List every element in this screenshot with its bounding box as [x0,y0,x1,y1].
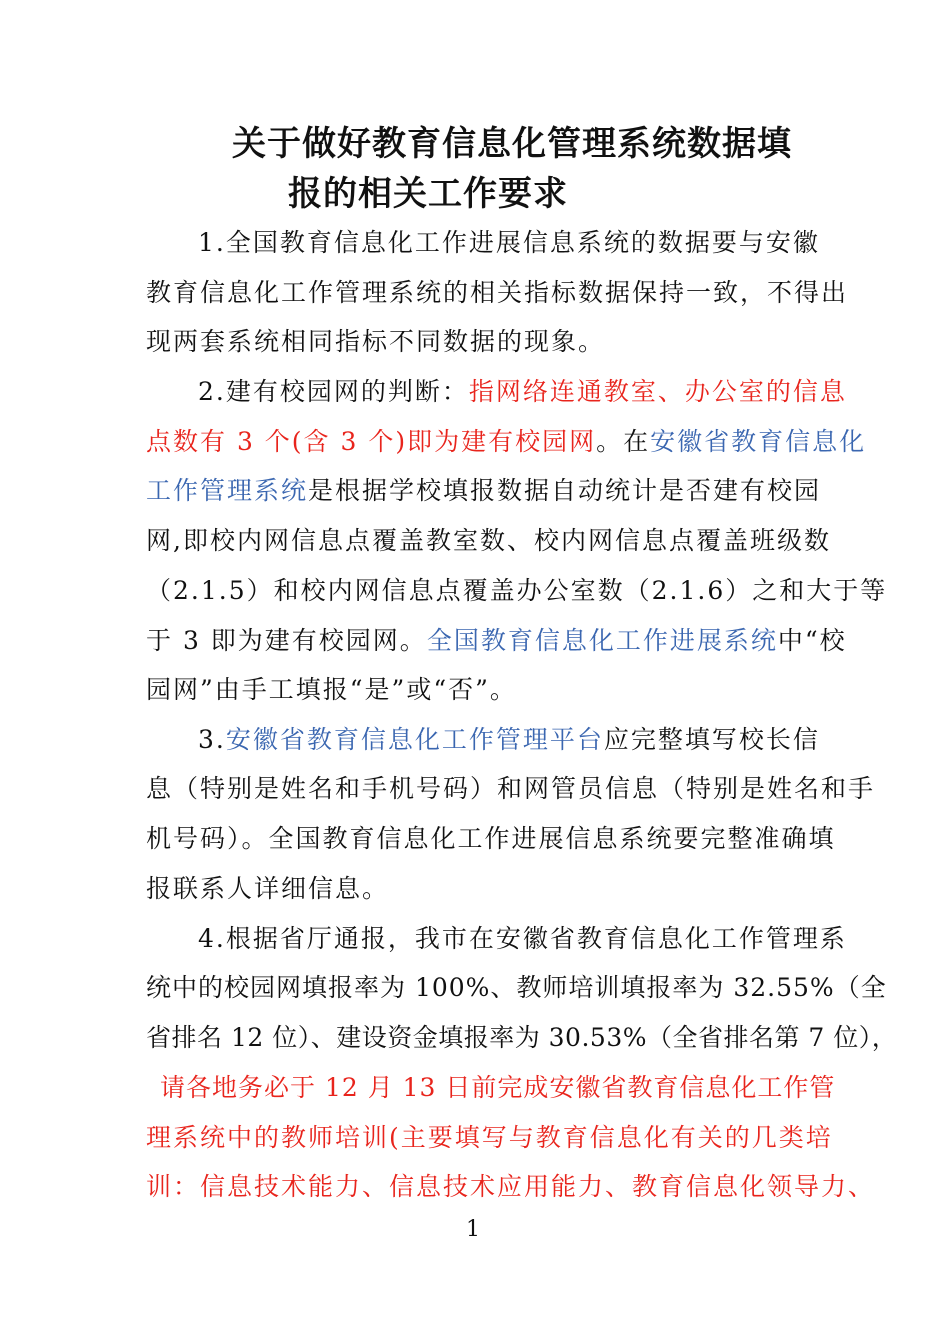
text-segment: 3. [198,725,226,754]
paragraph-3-line-1 [198,723,820,757]
platform-name-highlight: 安徽省教育信息化工作管理平台 [225,725,604,754]
paragraph-2-line-6 [146,624,847,658]
paragraph-1-line-3: 现两套系统相同指标不同数据的现象。 [146,327,606,356]
criterion-label: 2.建有校园网的判断： [198,377,469,406]
paragraph-4-line-1: 4.根据省厅通报，我市在安徽省教育信息化工作管理系 [198,924,847,953]
paragraph-3-line-3: 机号码）。全国教育信息化工作进展信息系统要完整准确填 [146,824,836,853]
paragraph-4-line-6: 训：信息技术能力、信息技术应用能力、教育信息化领导力、 [146,1172,876,1201]
text-segment: 中“校 [777,626,847,655]
system-name-highlight: 全国教育信息化工作进展系统 [426,626,778,655]
text-segment: 是根据学校填报数据自动统计是否建有校园 [308,476,822,505]
paragraph-2-line-7: 园网”由手工填报“是”或“否”。 [146,675,517,704]
paragraph-2-line-4: 网,即校内网信息点覆盖教室数、校内网信息点覆盖班级数 [146,526,831,555]
system-name-highlight-cont: 工作管理系统 [146,476,309,505]
criterion-highlight: 指网络连通教室、办公室的信息 [468,377,847,406]
paragraph-4-line-5: 理系统中的教师培训(主要填写与教育信息化有关的几类培 [146,1123,833,1152]
paragraph-4-line-4-deadline: 请各地务必于 12 月 13 日前完成安徽省教育信息化工作管 [160,1073,836,1102]
paragraph-2-line-1 [198,375,847,409]
document-title-line-1: 关于做好教育信息化管理系统数据填 [232,124,792,164]
page-number: 1 [466,1217,480,1242]
system-name-highlight: 安徽省教育信息化 [650,427,867,456]
paragraph-1-line-1: 1.全国教育信息化工作进展信息系统的数据要与安徽 [198,228,820,257]
paragraph-2-line-5: （2.1.5）和校内网信息点覆盖办公室数（2.1.6）之和大于等 [146,576,888,605]
text-segment: 应完整填写校长信 [603,725,820,754]
paragraph-1-line-2: 教育信息化工作管理系统的相关指标数据保持一致，不得出 [146,278,849,307]
text-segment: 于 3 即为建有校园网。 [146,626,427,655]
paragraph-3-line-4: 报联系人详细信息。 [146,874,390,903]
paragraph-4-line-3: 省排名 12 位）、建设资金填报率为 30.53%（全省排名第 7 位）， [146,1023,898,1052]
paragraph-2-line-3 [146,474,821,508]
criterion-highlight-cont: 点数有 3 个(含 3 个)即为建有校园网 [146,427,597,456]
paragraph-4-line-2: 统中的校园网填报率为 100%、教师培训填报率为 32.55%（全 [146,973,887,1002]
document-title-line-2: 报的相关工作要求 [288,174,568,214]
paragraph-2-line-2 [146,425,866,459]
paragraph-3-line-2: 息（特别是姓名和手机号码）和网管员信息（特别是姓名和手 [146,774,876,803]
text-segment: 。在 [596,427,651,456]
